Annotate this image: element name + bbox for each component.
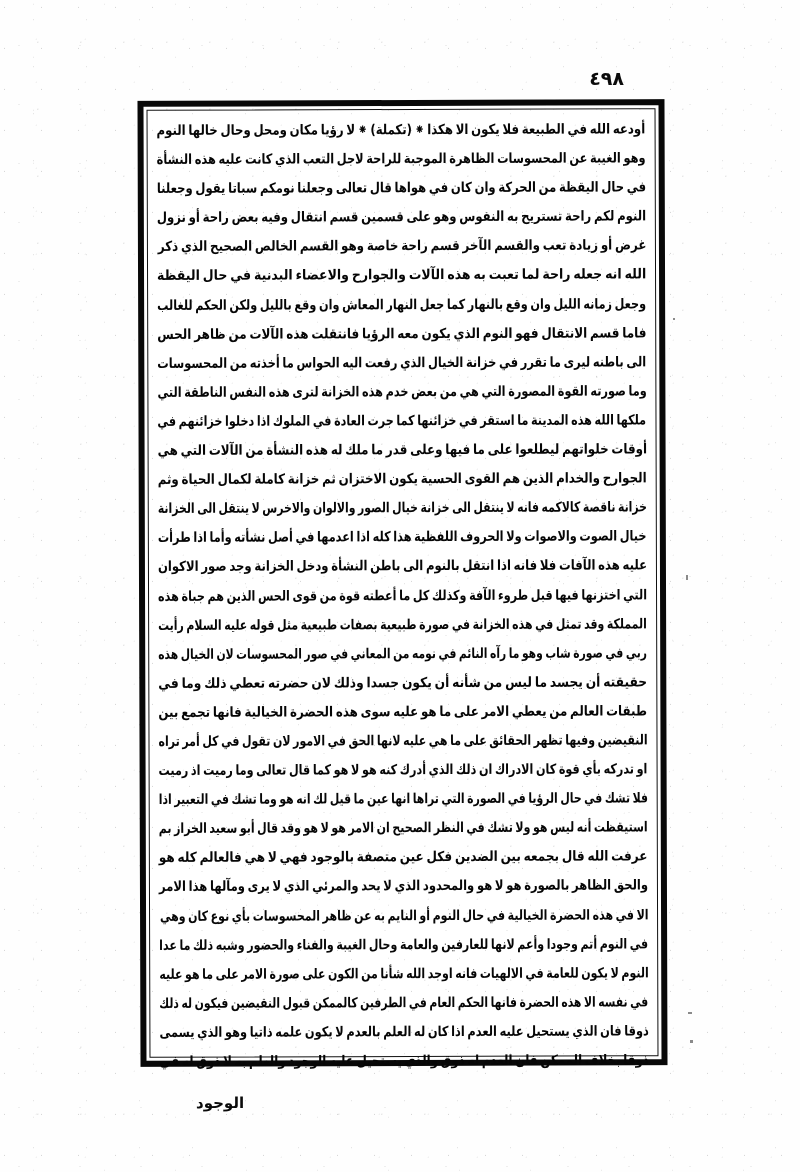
arabic-body-text	[157, 115, 649, 1077]
text-line	[157, 377, 646, 408]
text-line-content: الى باطنه ليرى ما تقرر في خزانة الخيال الذي رفعت اليه الحواس ما أخذته من المحسوسات	[157, 354, 647, 372]
scan-speck	[686, 575, 688, 580]
text-line-content: فاما قسم الانتقال فهو النوم الذي يكون معه الرؤيا فانتقلت هذه الآلات من ظاهر الحس	[157, 325, 647, 343]
scan-speck	[690, 1040, 693, 1043]
text-line-content: ذوقا بخلاف الممكن فان العدم له ذوق والذي يستحيل عليه الوجود والعلم به لا ذوق له في	[159, 1052, 649, 1071]
text-line-content: غرض أو زيادة تعب والقسم الآخر قسم راحة خاصة وهو القسم الخالص الصحيح الذي ذكر	[157, 238, 646, 256]
text-line-content: ربي في صورة شاب وهو ما رآه النائم في نومه من المعاني في صور المحسوسات لان الخيال هذه	[158, 645, 648, 663]
text-line	[159, 901, 648, 932]
text-line	[157, 406, 646, 437]
text-line-content: والحق الظاهر بالصورة هو لا هو والمحدود الذي لا يحد والمرئي الذي لا يرى ومآلها هذا الامر	[158, 878, 648, 896]
text-frame-border	[137, 99, 667, 1071]
text-line	[158, 523, 647, 554]
text-line-content: في النوم أتم وجودا وأعم لانها للعارفين والعامة وحال الغيبة والفناء والحضور وشبه ذلك ما عدا	[159, 936, 649, 954]
text-line-content: أودعه الله في الطبيعة فلا يكون الا هكذا ⁕ (تكملة) ⁕ لا رؤيا مكان ومحل وحال خالها النوم	[156, 121, 646, 140]
text-line-content: الجوارح والخدام الذين هم القوى الحسية يكون الاختزان ثم خزانة كاملة لكمال الحياة وثم	[157, 470, 647, 489]
text-line	[158, 726, 647, 757]
text-line-content: او تدركه بأي قوة كان الادراك ان ذلك الذي أدرك كنه هو لا هو كما قال تعالى وما رميت اذ رميت	[158, 761, 648, 780]
text-line	[158, 464, 647, 495]
text-line-content: فلا تشك في حال الرؤيا في الصورة التي تراها انها عين ما قيل لك انه هو وما تشك في التعبير اذا	[158, 791, 648, 809]
text-line	[157, 203, 646, 234]
scan-speck	[688, 1012, 692, 1014]
text-line	[157, 261, 646, 292]
catchword: الوجود	[196, 1094, 245, 1112]
text-line-content: عرفت الله قال بجمعه بين الضدين فكل عين متصفة بالوجود فهي لا هي فالعالم كله هو	[159, 849, 648, 867]
text-line	[157, 232, 646, 263]
text-line-content: ملكها الله هذه المدينة ما استقر في خزائنها كما جرت العادة في الملوك اذا دخلوا خزائنهم في	[157, 412, 647, 431]
text-line	[158, 639, 647, 670]
text-line	[159, 813, 648, 844]
text-line-content: وهو الغيبة عن المحسوسات الظاهرة الموجبة للراحة لاجل التعب الذي كانت عليه هذه النشأة	[156, 150, 646, 169]
text-line	[159, 1017, 648, 1048]
text-line	[159, 872, 648, 903]
text-line-content: التي اختزنها فيها قبل طروء الآفة وكذلك كل ما أعطته قوة من قوى الحس الذين هم جباة هذه	[158, 587, 648, 605]
text-line-content: الا في هذه الحضرة الخيالية في حال النوم أو النايم به عن ظاهر المحسوسات بأي نوع كان وهي	[159, 907, 649, 925]
text-line	[157, 173, 646, 204]
text-line-content: وما صورته القوة المصورة التي هي من بعض خدم هذه الخزانة لترى هذه النفس الناطقة التي	[157, 383, 647, 401]
text-line	[159, 1046, 648, 1077]
text-line-content: خيال الصوت والاصوات ولا الحروف اللفظية هذا كله اذا اعدمها في أصل نشأته وأما اذا طرأت	[158, 529, 647, 547]
text-line-content: طبقات العالم من يعطي الامر على ما هو عليه سوى هذه الحضرة الخيالية فانها تجمع بين	[158, 703, 648, 722]
text-line-content: ذوقا فان الذي يستحيل عليه العدم اذا كان له العلم بالعدم لا يكون علمه ذاتيا وهو الذي يسمى	[159, 1023, 649, 1042]
folio-number: ٤٩٨	[589, 68, 624, 90]
text-line	[157, 319, 646, 350]
text-line-content: النقيضين وفيها تظهر الحقائق على ما هي عليه لانها الحق في الامور لان تقول في كل أمر تراه	[158, 732, 648, 751]
text-line	[158, 668, 647, 699]
text-line-content: في حال اليقظة من الحركة وان كان في هواها قال تعالى وجعلنا نومكم سباتا يقول وجعلنا	[156, 180, 646, 198]
text-line	[157, 115, 646, 146]
text-line	[157, 290, 646, 321]
text-line-content: النوم لكم راحة تستريح به النفوس وهو على قسمين قسم انتقال وفيه بعض راحة أو نزول	[156, 209, 646, 227]
text-frame-inner-rule	[147, 108, 659, 1071]
text-line	[159, 843, 648, 874]
text-line	[159, 959, 648, 990]
text-line	[158, 610, 647, 641]
text-line	[157, 348, 646, 379]
text-line	[158, 552, 647, 583]
text-line	[159, 988, 648, 1019]
text-line-content: خزانة ناقصة كالاكمه فانه لا ينتقل الى خزانة خيال الصور والالوان والاخرس لا ينتقل الى الخزانة	[157, 500, 647, 518]
text-line-content: المملكة وقد تمثل في هذه الخزانة في صورة طبيعية بصفات طبيعية مثل قوله عليه السلام رأيت	[158, 616, 648, 634]
text-line	[159, 784, 648, 815]
text-line	[159, 755, 648, 786]
text-line	[158, 435, 647, 466]
text-line-content: أوقات خلواتهم ليطلعوا على ما فيها وعلى قدر ما ملك له هذه النشأة من الآلات التي هي	[157, 441, 647, 460]
scan-speck	[673, 318, 675, 320]
text-line	[158, 581, 647, 612]
text-line	[157, 144, 646, 175]
text-line-content: الله انه جعله راحة لما تعبت به هذه الآلات والجوارح والاعضاء البدنية في حال اليقظة	[156, 267, 647, 285]
text-line-content: عليه هذه الآفات فلا فانه اذا انتقل بالنوم الى باطن النشأة ودخل الخزانة وجد صور الاكوان	[157, 558, 647, 576]
text-line	[158, 493, 647, 524]
text-line-content: النوم لا يكون للعامة في الالهيات فانه اوجد الله شأنا من الكون على صورة الامر على ما هو عليه	[158, 965, 649, 983]
text-line-content: حقيقته أن يجسد ما ليس من شأنه أن يكون جسدا وذلك لان حضرته تعطي ذلك وما في	[158, 674, 648, 692]
text-line-content: في نفسه الا هذه الحضرة فانها الحكم العام في الطرفين كالممكن قبول النقيضين فيكون له ذلك	[159, 994, 649, 1012]
text-line	[158, 697, 647, 728]
text-line-content: استيقظت أنه ليس هو ولا تشك في النظر الصحيح ان الامر هو لا هو وقد قال أبو سعيد الخراز بم	[158, 820, 648, 838]
text-line-content: وجعل زمانه الليل وان وقع بالنهار كما جعل النهار المعاش وان وقع بالليل ولكن الحكم للغالب	[157, 296, 647, 314]
text-line	[159, 930, 648, 961]
